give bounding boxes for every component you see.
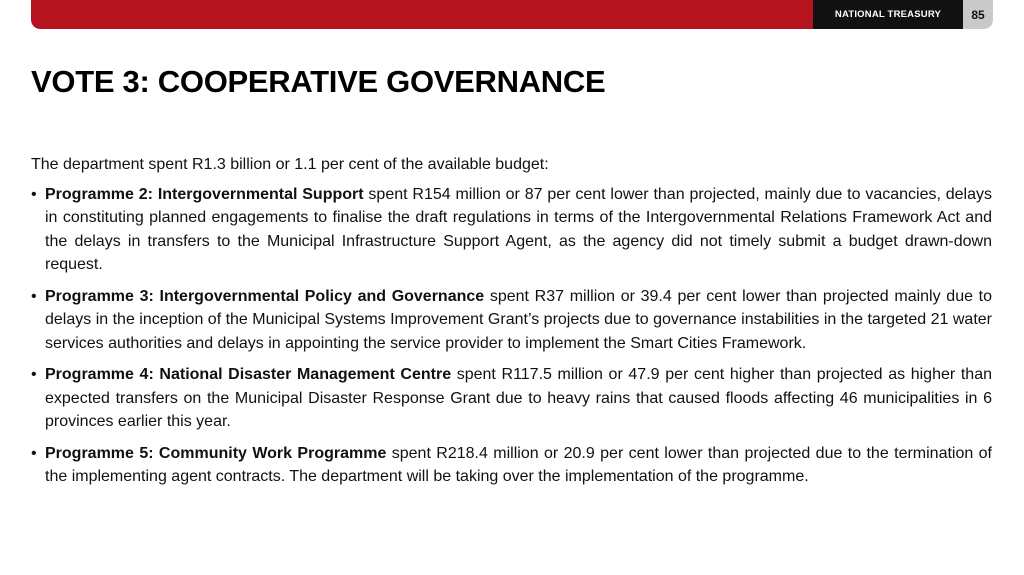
programme-name: Programme 4: National Disaster Management Centre xyxy=(45,366,452,383)
bullet-list xyxy=(31,183,992,489)
programme-name: Programme 2: Intergovernmental Support xyxy=(45,185,364,203)
programme-description: spent R117.5 million or 47.9 per cent higher than projected as higher than expected transfers on the Municipal Disaster Response Grant due to heavy rains that caused floods affecting 46 municipalities in 6 provinces earlier this year. xyxy=(45,366,992,430)
programme-description: spent R218.4 million or 20.9 per cent lower than projected due to the termination of the implementing agent contracts. The department will be taking over the implementation of the programme. xyxy=(45,444,993,485)
bullet-item-programme-2 xyxy=(31,183,992,277)
programme-name: Programme 5: Community Work Programme xyxy=(45,444,387,462)
page-number: 85 xyxy=(963,0,993,29)
slide-body xyxy=(31,153,992,497)
programme-description: spent R37 million or 39.4 per cent lower than projected mainly due to delays in the inception of the Municipal Systems Improvement Grant’s projects due to governance instabilities in the targeted 21 water services authorities and delays in appointing the service provider to implement the Smart Cities Framework. xyxy=(45,287,993,352)
header-red-band xyxy=(31,0,813,29)
bullet-item-programme-5 xyxy=(31,442,992,489)
programme-name: Programme 3: Intergovernmental Policy and Governance xyxy=(45,287,485,305)
brand-label: NATIONAL TREASURY xyxy=(813,0,963,29)
page-title: VOTE 3: COOPERATIVE GOVERNANCE xyxy=(31,64,606,99)
bullet-item-programme-3 xyxy=(31,285,992,356)
header-bar xyxy=(31,0,993,29)
programme-description: spent R154 million or 87 per cent lower than projected, mainly due to vacancies, delays in constituting planned engagements to finalise the draft regulations in terms of the Intergovernmental Relations Framework Act and the delays in transfers to the Municipal Infrastructure Support Agent, as the agency did not timely submit a budget drawn-down request. xyxy=(45,185,993,273)
intro-text: The department spent R1.3 billion or 1.1 per cent of the available budget: xyxy=(31,156,549,173)
bullet-item-programme-4 xyxy=(31,363,992,434)
